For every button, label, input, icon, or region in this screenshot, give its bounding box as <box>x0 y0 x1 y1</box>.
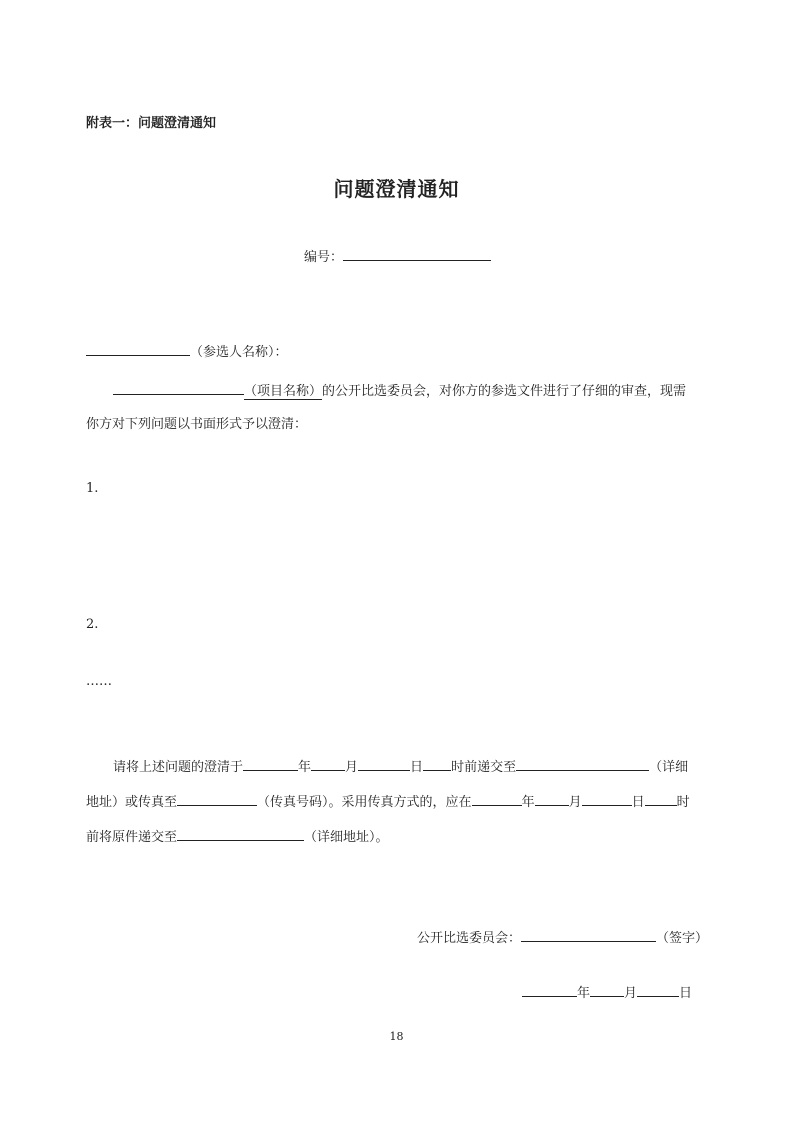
hour-before-label: 时前递交至 <box>451 760 517 775</box>
original-prefix: 前将原件递交至 <box>86 830 178 845</box>
number-label: 编号： <box>304 250 344 265</box>
recipient-row <box>86 341 288 360</box>
sign-date-row <box>522 982 692 1001</box>
deadline-hour-blank[interactable] <box>423 756 451 771</box>
hour-label: 时 <box>676 795 690 810</box>
document-title: 问题澄清通知 <box>333 177 460 201</box>
fax-year-blank[interactable] <box>472 791 522 806</box>
ellipsis: …… <box>86 674 112 689</box>
day-label-2: 日 <box>631 795 645 810</box>
detail-address-open: （详细 <box>649 760 689 775</box>
sign-year-label: 年 <box>577 986 591 1001</box>
month-label-2: 月 <box>568 795 582 810</box>
deadline-line-3 <box>86 826 389 845</box>
number-row <box>304 246 491 265</box>
project-name-hint: （项目名称） <box>244 384 323 399</box>
recipient-blank[interactable] <box>86 341 190 356</box>
original-address-blank[interactable] <box>177 826 304 841</box>
sign-month-label: 月 <box>624 986 638 1001</box>
sign-label: （签字） <box>656 931 709 946</box>
address-close: 地址） <box>86 795 126 810</box>
recipient-suffix: （参选人名称）： <box>190 345 288 360</box>
item-1: 1. <box>86 481 99 496</box>
signature-blank[interactable] <box>521 927 656 942</box>
deadline-line-1 <box>113 756 688 775</box>
fax-hour-blank[interactable] <box>645 791 677 806</box>
sign-day-label: 日 <box>679 986 693 1001</box>
address-blank[interactable] <box>516 756 649 771</box>
body-line-1 <box>113 380 686 399</box>
sign-month-blank[interactable] <box>590 982 624 997</box>
page-number: 18 <box>389 1030 404 1043</box>
deadline-intro: 请将上述问题的澄清于 <box>113 760 244 775</box>
fax-method-text: 。采用传真方式的，应在 <box>328 795 472 810</box>
fax-number-blank[interactable] <box>177 791 257 806</box>
year-label: 年 <box>298 760 312 775</box>
sign-day-blank[interactable] <box>637 982 679 997</box>
number-blank[interactable] <box>343 246 491 261</box>
committee-signature-row <box>417 927 708 946</box>
committee-label: 公开比选委员会： <box>417 931 522 946</box>
or-fax-label: 或传真至 <box>125 795 178 810</box>
deadline-line-2 <box>86 791 690 810</box>
deadline-day-blank[interactable] <box>358 756 410 771</box>
deadline-year-blank[interactable] <box>243 756 298 771</box>
project-name-blank[interactable] <box>113 380 244 395</box>
body-line-2: 你方对下列问题以书面形式予以澄清： <box>86 417 308 432</box>
year-label-2: 年 <box>521 795 535 810</box>
sign-year-blank[interactable] <box>522 982 577 997</box>
detail-address: （详细地址）。 <box>304 830 389 845</box>
item-2: 2. <box>86 617 99 632</box>
month-label: 月 <box>345 760 359 775</box>
annex-label: 附表一：问题澄清通知 <box>86 116 217 131</box>
deadline-month-blank[interactable] <box>311 756 345 771</box>
fax-hint: （传真号码） <box>257 795 329 810</box>
day-label: 日 <box>410 760 424 775</box>
fax-day-blank[interactable] <box>582 791 632 806</box>
body-line-1-text: 的公开比选委员会，对你方的参选文件进行了仔细的审查，现需 <box>322 384 687 399</box>
fax-month-blank[interactable] <box>535 791 569 806</box>
